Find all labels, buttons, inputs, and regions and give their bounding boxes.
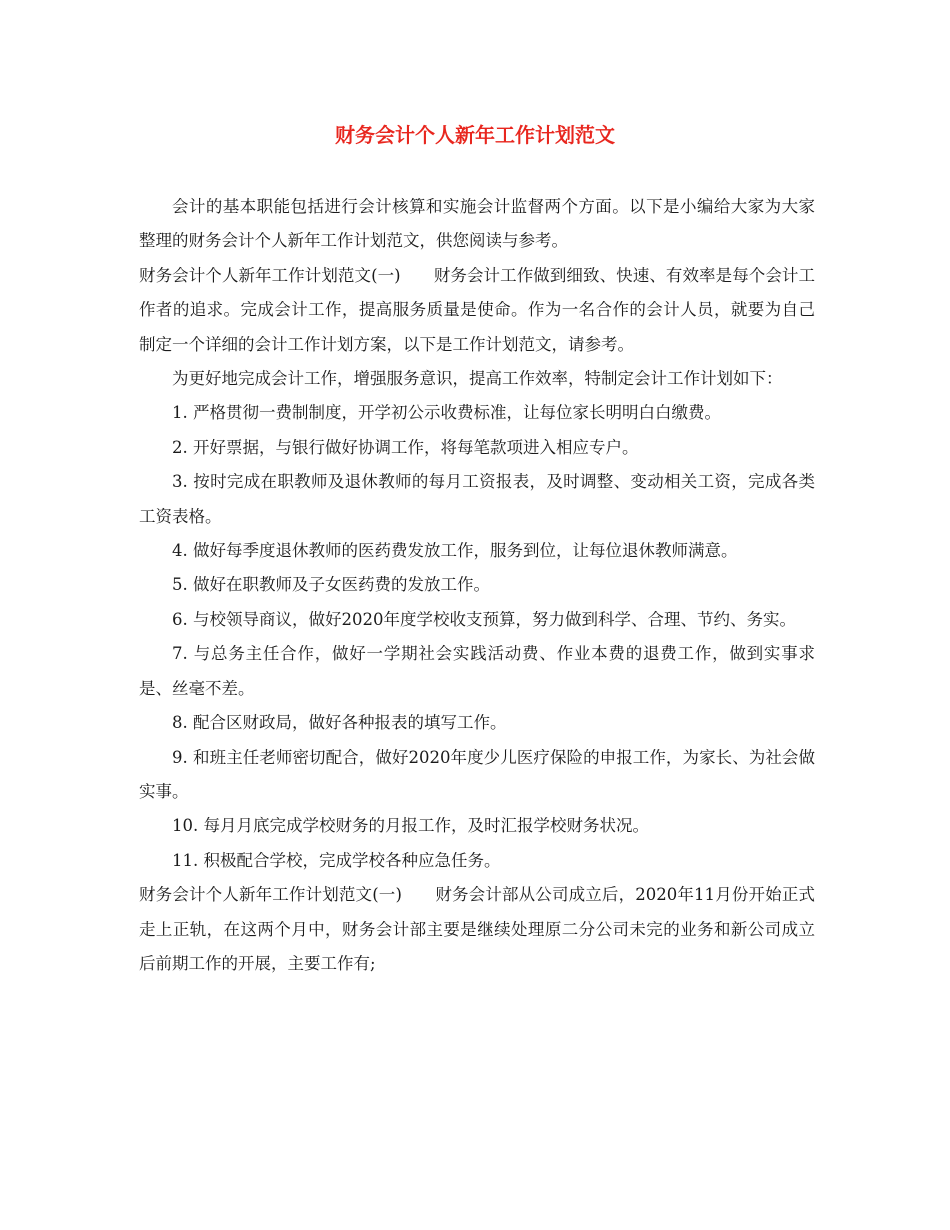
- paragraph: 财务会计个人新年工作计划范文(一) 财务会计部从公司成立后，2020年11月份开始正式走上正轨，在这两个月中，财务会计部主要是继续处理原二分公司未完的业务和新公司成立后前期工作的开展，主要工作有;: [139, 885, 815, 973]
- paragraph: 10. 每月月底完成学校财务的月报工作，及时汇报学校财务状况。: [172, 816, 649, 836]
- paragraph: 9. 和班主任老师密切配合，做好2020年度少儿医疗保险的申报工作，为家长、为社会做实事。: [139, 747, 815, 801]
- paragraph: 6. 与校领导商议，做好2020年度学校收支预算，努力做到科学、合理、节约、务实。: [172, 609, 796, 629]
- paragraph: 8. 配合区财政局，做好各种报表的填写工作。: [172, 713, 507, 733]
- document-body: [139, 190, 815, 981]
- document-title: 财务会计个人新年工作计划范文: [335, 123, 615, 147]
- paragraph: 5. 做好在职教师及子女医药费的发放工作。: [172, 575, 490, 595]
- paragraph: 11. 积极配合学校，完成学校各种应急任务。: [172, 850, 501, 870]
- paragraph: 4. 做好每季度退休教师的医药费发放工作，服务到位，让每位退休教师满意。: [172, 541, 738, 561]
- paragraph: 财务会计个人新年工作计划范文(一) 财务会计工作做到细致、快速、有效率是每个会计工作者的追求。完成会计工作，提高服务质量是使命。作为一名合作的会计人员，就要为自己制定一个详细的会计工作计划方案，以下是工作计划范文，请参考。: [139, 265, 815, 354]
- paragraph: 7. 与总务主任合作，做好一学期社会实践活动费、作业本费的退费工作，做到实事求是、丝毫不差。: [139, 644, 815, 698]
- paragraph: 为更好地完成会计工作，增强服务意识，提高工作效率，特制定会计工作计划如下：: [172, 369, 783, 389]
- paragraph: 1. 严格贯彻一费制制度，开学初公示收费标准，让每位家长明明白白缴费。: [172, 403, 721, 423]
- paragraph: 会计的基本职能包括进行会计核算和实施会计监督两个方面。以下是小编给大家为大家整理的财务会计个人新年工作计划范文，供您阅读与参考。: [139, 197, 815, 251]
- paragraph: 2. 开好票据，与银行做好协调工作，将每笔款项进入相应专户。: [172, 437, 639, 457]
- paragraph: 3. 按时完成在职教师及退休教师的每月工资报表，及时调整、变动相关工资，完成各类工资表格。: [139, 472, 815, 526]
